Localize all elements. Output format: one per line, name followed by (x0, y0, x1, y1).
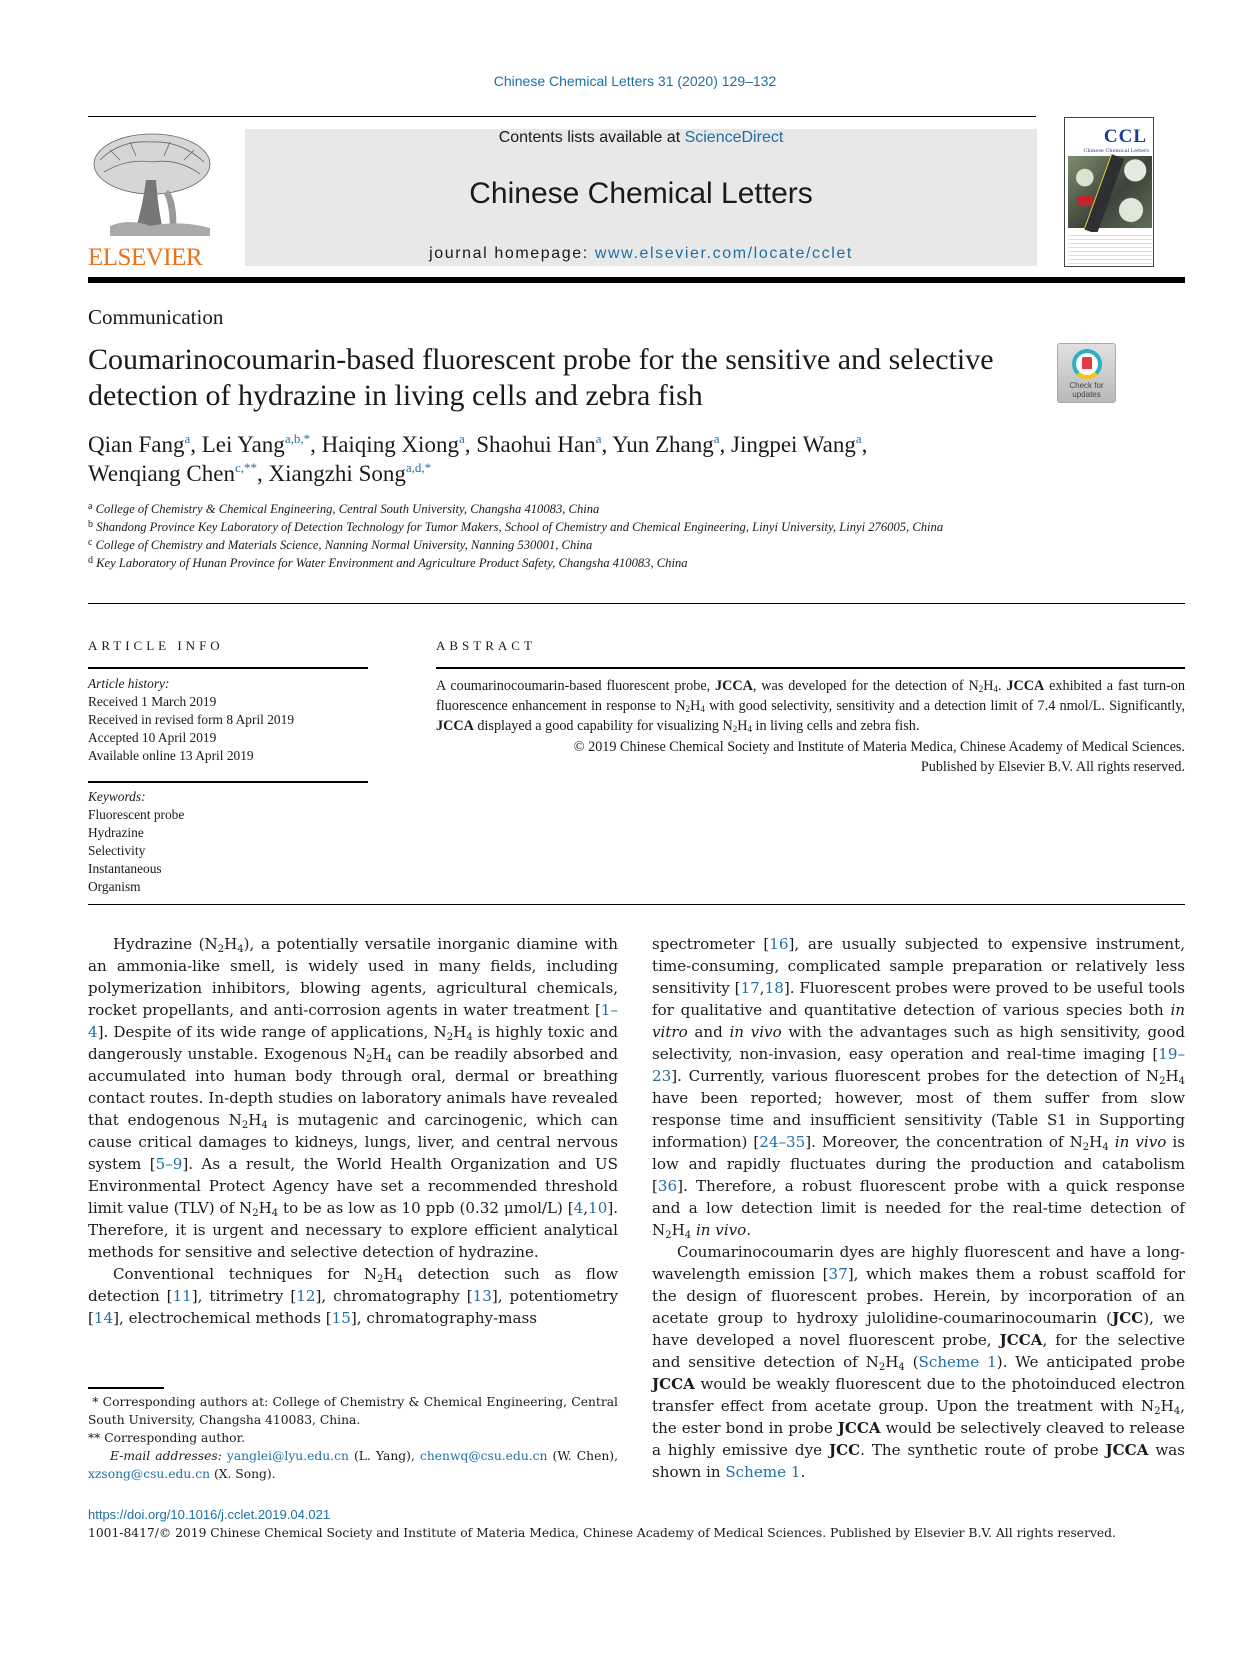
keyword: Hydrazine (88, 825, 144, 840)
keyword: Fluorescent probe (88, 807, 185, 822)
elsevier-wordmark: ELSEVIER (88, 244, 203, 271)
body-column-right (652, 933, 1185, 1483)
author: Haiqing Xiong$^a$, (321, 431, 477, 457)
footnote-rule (88, 1387, 164, 1389)
author-list (88, 430, 1088, 488)
author-affiliation-link[interactable]: a (458, 431, 465, 446)
cover-ccl-logo: CCL (1103, 126, 1147, 147)
author: Lei Yang$^{a,b,*}$, (201, 431, 322, 457)
citation-link[interactable]: 19–23 (652, 1045, 1185, 1085)
footnote-corresponding-authors: * Corresponding authors at: College of Chemistry & Chemical Engineering, Central South University, Changsha 410083, China. (88, 1395, 618, 1427)
author: Qian Fang$^a$, (88, 431, 202, 457)
citation-link[interactable]: 1–4 (88, 1001, 618, 1041)
citation-link[interactable]: 5–9 (155, 1155, 183, 1173)
author-affiliation-link[interactable]: a,d,* (405, 460, 432, 475)
footnotes (88, 1393, 618, 1483)
keywords-label: Keywords: (88, 789, 146, 804)
history-item: Received in revised form 8 April 2019 (88, 712, 295, 727)
journal-homepage: journal homepage: www.elsevier.com/locate/cclet (429, 245, 853, 262)
body-paragraph: spectrometer [16], are usually subjected to expensive instrument, time-consuming, complicated sample preparation or relatively less sensitivity [17,18]. Fluorescent probes were proved to be useful tools for qualitative and quantitative detection of various species both in vitro and in vivo with the advantages such as high sensitivity, good selectivity, non-invasion, easy operation and real-time imaging [19–23]. Currently, various fluorescent probes for the detection of $N_2H_4$ have been reported; however, most of them suffer from slow response time and insufficient sensitivity (Table S1 in Supporting information) [24–35]. Moreover, the concentration of $N_2H_4$ in vivo is low and rapidly fluctuates during the production and catabolism [36]. Therefore, a robust fluorescent probe with a quick response and a low detection limit is needed for the real-time detection of $N_2H_4$ in vivo. (652, 935, 1185, 1241)
footnote-emails: E-mail addresses: yanglei@lyu.edu.cn (L. Yang), chenwq@csu.edu.cn (W. Chen), xzsong@csu.edu.cn (X. Song). (88, 1449, 618, 1481)
body-paragraph: Conventional techniques for $N_2H_4$ detection such as flow detection [11], titrimetry [12], chromatography [13], potentiometry [14], electrochemical methods [15], chromatography-mass (88, 1265, 618, 1327)
citation-link[interactable]: 14 (93, 1309, 114, 1327)
journal-cover-thumbnail[interactable] (1064, 117, 1154, 267)
footnote-corresponding-author: ** Corresponding author. (88, 1431, 246, 1445)
header-thick-rule (88, 277, 1185, 283)
citation-link[interactable]: 17 (740, 979, 760, 997)
doi-link[interactable]: https://doi.org/10.1016/j.cclet.2019.04.021 (88, 1507, 331, 1522)
author-affiliation-link[interactable]: a (595, 431, 602, 446)
history-item: Available online 13 April 2019 (88, 748, 254, 763)
citation-link[interactable]: 24–35 (759, 1133, 806, 1151)
keyword: Organism (88, 879, 141, 894)
article-info-heading: ARTICLE INFO (88, 638, 224, 653)
citation-link[interactable]: 18 (764, 979, 784, 997)
article-type: Communication (88, 305, 224, 329)
author: Shaohui Han$^a$, (476, 431, 613, 457)
cover-car-graphic (1077, 196, 1093, 206)
divider (88, 667, 368, 669)
divider (436, 667, 1185, 669)
keyword: Instantaneous (88, 861, 162, 876)
divider (88, 781, 368, 783)
citation-link[interactable]: 16 (769, 935, 789, 953)
author-affiliation-link[interactable]: a (855, 431, 862, 446)
abstract-heading: ABSTRACT (436, 638, 536, 653)
history-item: Accepted 10 April 2019 (88, 730, 217, 745)
citation-link[interactable]: 10 (588, 1199, 608, 1217)
homepage-link[interactable]: www.elsevier.com/locate/cclet (594, 245, 853, 262)
article-history (88, 675, 368, 765)
body-paragraph: Hydrazine $(N_2H_4)$, a potentially versatile inorganic diamine with an ammonia-like smell, is widely used in many fields, including polymerization inhibitors, blowing agents, agricultural chemicals, rocket propellants, and anti-corrosion agents in water treatment [1–4]. Despite of its wide range of applications, $N_2H_4$ is highly toxic and dangerously unstable. Exogenous $N_2H_4$ can be readily absorbed and accumulated into human body through oral, dermal or breathing contact routes. In-depth studies on laboratory animals have revealed that endogenous $N_2H_4$ is mutagenic and carcinogenic, which can cause critical damages to kidneys, lungs, liver, and central nervous system [5–9]. As a result, the World Health Organization and US Environmental Protect Agency have set a recommended threshold limit value (TLV) of $N_2H_4$ to be as low as 10 ppb (0.32 μmol/L) [4,10]. Therefore, it is urgent and necessary to explore efficient analytical methods for sensitive and selective detection of hydrazine. (88, 935, 618, 1261)
citation-link[interactable]: 12 (296, 1287, 316, 1305)
keywords (88, 788, 368, 896)
journal-title: Chinese Chemical Letters (469, 177, 813, 210)
cover-footer (1068, 232, 1152, 264)
citation-link[interactable]: 15 (331, 1309, 351, 1327)
history-item: Received 1 March 2019 (88, 694, 217, 709)
scheme-link[interactable]: Scheme 1 (918, 1353, 997, 1371)
article-title: Coumarinocoumarin-based fluorescent probe for the sensitive and selective detection of hydrazine in living cells and zebra fish (88, 343, 994, 412)
affiliation: $^d$ Key Laboratory of Hunan Province for Water Environment and Agriculture Product Safety, Changsha 410083, China (88, 555, 688, 570)
email-link[interactable]: chenwq@csu.edu.cn (419, 1449, 548, 1463)
history-label: Article history: (88, 676, 170, 691)
author-affiliation-link[interactable]: a (713, 431, 720, 446)
affiliation: $^a$ College of Chemistry & Chemical Engineering, Central South University, Changsha 410083, China (88, 501, 600, 516)
author: Xiangzhi Song$^{a,d,*}$ (268, 460, 432, 486)
body-paragraph: Coumarinocoumarin dyes are highly fluorescent and have a long-wavelength emission [37], which makes them a robust scaffold for the design of fluorescent probes. Herein, by incorporation of an acetate group to hydroxy julolidine-coumarinocoumarin (JCC), we have developed a novel fluorescent probe, JCCA, for the selective and sensitive detection of $N_2H_4$ (Scheme 1). We anticipated probe JCCA would be weakly fluorescent due to the photoinduced electron transfer effect from acetate group. Upon the treatment with $N_2H_4$, the ester bond in probe JCCA would be selectively cleaved to release a highly emissive dye JCC. The synthetic route of probe JCCA was shown in Scheme 1. (652, 1243, 1186, 1481)
header-rule (88, 116, 1036, 117)
author: Wenqiang Chen$^{c,**}$, (88, 460, 269, 486)
scheme-link[interactable]: Scheme 1 (725, 1463, 801, 1481)
citation-link[interactable]: 4 (573, 1199, 584, 1217)
author: Yun Zhang$^a$, (612, 431, 731, 457)
citation-link[interactable]: 36 (657, 1177, 678, 1195)
check-updates-label: Check for updates (1069, 381, 1104, 399)
affiliation: $^c$ College of Chemistry and Materials Science, Nanning Normal University, Nanning 530001, China (88, 537, 593, 552)
check-for-updates-button[interactable] (1057, 343, 1116, 403)
author: Jingpei Wang$^a$, (731, 431, 868, 457)
email-link[interactable]: xzsong@csu.edu.cn (88, 1467, 211, 1481)
abstract-paragraph: A coumarinocoumarin-based fluorescent probe, JCCA, was developed for the detection of $N_2H_4$. JCCA exhibited a fast turn-on fluorescence enhancement in response to $N_2H_4$ with good selectivity, sensitivity and a detection limit of 7.4 nmol/L. Significantly, JCCA displayed a good capability for visualizing $N_2H_4$ in living cells and zebra fish. (436, 678, 1186, 735)
abstract-copyright: © 2019 Chinese Chemical Society and Institute of Materia Medica, Chinese Academy of Medical Sciences. Published by Elsevier B.V. All rights reserved. (573, 738, 1185, 775)
divider (88, 904, 1185, 905)
affiliation: $^b$ Shandong Province Key Laboratory of Detection Technology for Tumor Makers, School of Chemistry and Chemical Engineering, Linyi University, Linyi 276005, China (88, 519, 944, 534)
abstract-text (436, 676, 1185, 777)
issn-copyright-line: 1001-8417/© 2019 Chinese Chemical Society and Institute of Materia Medica, Chinese Academy of Medical Sciences. Published by Elsevier B.V. All rights reserved. (88, 1526, 1116, 1540)
citation-link[interactable]: 11 (172, 1287, 192, 1305)
author-affiliation-link[interactable]: c,** (234, 460, 258, 475)
crossmark-icon (1072, 349, 1102, 379)
email-link[interactable]: yanglei@lyu.edu.cn (226, 1449, 349, 1463)
citation-link[interactable]: 13 (472, 1287, 492, 1305)
journal-masthead (245, 129, 1037, 266)
affiliation-list (88, 500, 988, 572)
body-column-left (88, 933, 618, 1329)
contents-availability: Contents lists available at ScienceDirect (498, 129, 784, 146)
author-affiliation-link[interactable]: a (184, 431, 191, 446)
divider (88, 603, 1185, 604)
keyword: Selectivity (88, 843, 146, 858)
elsevier-logo[interactable] (88, 130, 216, 270)
cover-subtitle: Chinese Chemical Letters (1083, 148, 1149, 154)
author-affiliation-link[interactable]: a,b,* (284, 431, 311, 446)
citation-link[interactable]: 37 (828, 1265, 848, 1283)
journal-citation-link[interactable]: Chinese Chemical Letters 31 (2020) 129–132 (493, 73, 777, 89)
sciencedirect-link[interactable]: ScienceDirect (684, 129, 784, 146)
elsevier-tree-icon (90, 130, 214, 238)
